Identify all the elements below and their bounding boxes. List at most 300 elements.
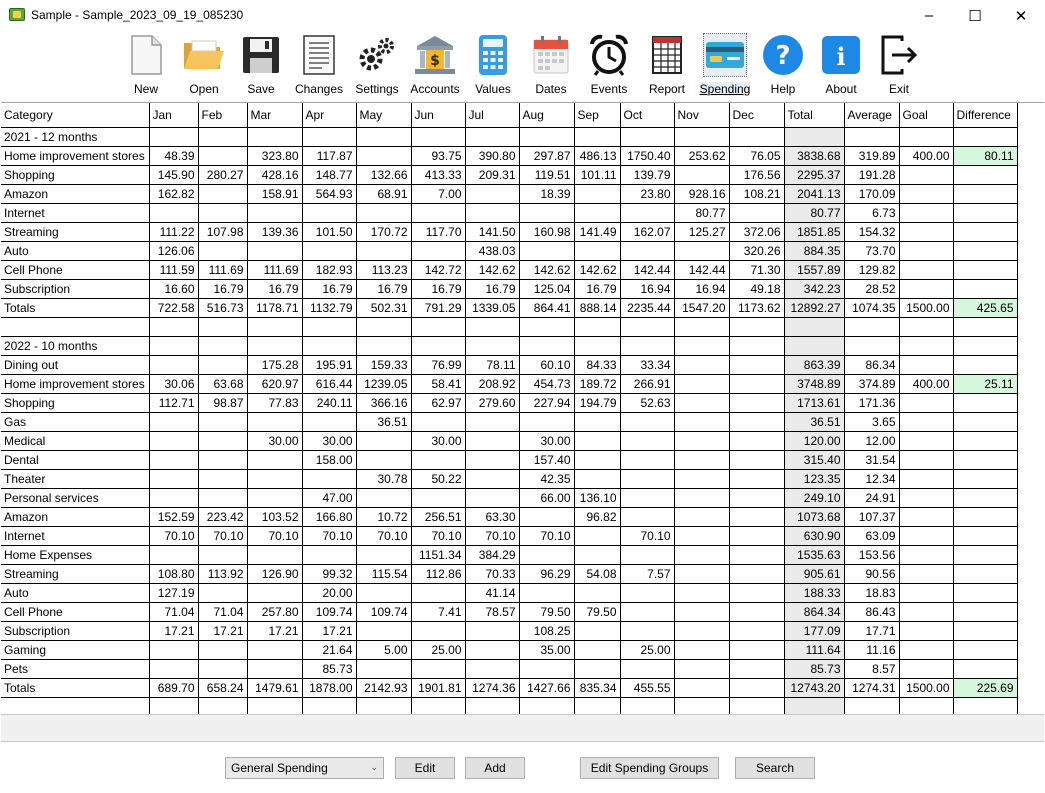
- maximize-button[interactable]: ☐: [968, 7, 982, 25]
- table-row[interactable]: [1, 393, 1017, 412]
- value-cell[interactable]: [953, 279, 1017, 298]
- value-cell[interactable]: [899, 507, 953, 526]
- value-cell[interactable]: 12.00: [844, 431, 899, 450]
- value-cell[interactable]: 884.35: [784, 241, 844, 260]
- value-cell[interactable]: [953, 526, 1017, 545]
- value-cell[interactable]: 142.44: [674, 260, 729, 279]
- value-cell[interactable]: [519, 583, 574, 602]
- value-cell[interactable]: 400.00: [899, 374, 953, 393]
- value-cell[interactable]: [149, 545, 198, 564]
- value-cell[interactable]: [198, 317, 247, 336]
- value-cell[interactable]: [953, 431, 1017, 450]
- value-cell[interactable]: [899, 355, 953, 374]
- value-cell[interactable]: 96.29: [519, 564, 574, 583]
- values-button[interactable]: [464, 31, 522, 97]
- value-cell[interactable]: [465, 697, 519, 714]
- value-cell[interactable]: 80.11: [953, 146, 1017, 165]
- value-cell[interactable]: 1557.89: [784, 260, 844, 279]
- value-cell[interactable]: 253.62: [674, 146, 729, 165]
- value-cell[interactable]: [247, 659, 302, 678]
- value-cell[interactable]: [729, 127, 784, 146]
- value-cell[interactable]: [674, 488, 729, 507]
- spending-grid[interactable]: [1, 102, 1044, 714]
- category-cell[interactable]: Internet: [1, 526, 149, 545]
- value-cell[interactable]: 54.08: [574, 564, 620, 583]
- value-cell[interactable]: 863.39: [784, 355, 844, 374]
- value-cell[interactable]: [620, 317, 674, 336]
- value-cell[interactable]: [465, 450, 519, 469]
- value-cell[interactable]: 905.61: [784, 564, 844, 583]
- value-cell[interactable]: 101.50: [302, 222, 356, 241]
- value-cell[interactable]: 126.06: [149, 241, 198, 260]
- category-cell[interactable]: Streaming: [1, 222, 149, 241]
- value-cell[interactable]: 516.73: [198, 298, 247, 317]
- value-cell[interactable]: 266.91: [620, 374, 674, 393]
- value-cell[interactable]: [953, 488, 1017, 507]
- value-cell[interactable]: [149, 431, 198, 450]
- value-cell[interactable]: [899, 640, 953, 659]
- value-cell[interactable]: [302, 697, 356, 714]
- category-cell[interactable]: Subscription: [1, 621, 149, 640]
- value-cell[interactable]: [198, 184, 247, 203]
- value-cell[interactable]: [953, 545, 1017, 564]
- value-cell[interactable]: 16.79: [302, 279, 356, 298]
- value-cell[interactable]: 66.00: [519, 488, 574, 507]
- value-cell[interactable]: [729, 469, 784, 488]
- value-cell[interactable]: [198, 640, 247, 659]
- value-cell[interactable]: 170.72: [356, 222, 411, 241]
- value-cell[interactable]: 129.82: [844, 260, 899, 279]
- value-cell[interactable]: [620, 659, 674, 678]
- value-cell[interactable]: 148.77: [302, 165, 356, 184]
- value-cell[interactable]: 84.33: [574, 355, 620, 374]
- value-cell[interactable]: [729, 697, 784, 714]
- value-cell[interactable]: [198, 488, 247, 507]
- table-row[interactable]: [1, 450, 1017, 469]
- value-cell[interactable]: [411, 203, 465, 222]
- value-cell[interactable]: 722.58: [149, 298, 198, 317]
- blank-row[interactable]: [1, 697, 1017, 714]
- value-cell[interactable]: 18.39: [519, 184, 574, 203]
- value-cell[interactable]: 120.00: [784, 431, 844, 450]
- value-cell[interactable]: [356, 146, 411, 165]
- column-header[interactable]: Jun: [411, 103, 465, 127]
- value-cell[interactable]: [198, 203, 247, 222]
- value-cell[interactable]: 1073.68: [784, 507, 844, 526]
- value-cell[interactable]: 25.11: [953, 374, 1017, 393]
- value-cell[interactable]: [899, 469, 953, 488]
- add-button[interactable]: Add: [465, 757, 525, 779]
- value-cell[interactable]: [899, 583, 953, 602]
- value-cell[interactable]: [411, 583, 465, 602]
- value-cell[interactable]: [899, 526, 953, 545]
- value-cell[interactable]: 52.63: [620, 393, 674, 412]
- value-cell[interactable]: 17.71: [844, 621, 899, 640]
- value-cell[interactable]: [674, 659, 729, 678]
- category-cell[interactable]: Medical: [1, 431, 149, 450]
- value-cell[interactable]: 35.00: [519, 640, 574, 659]
- value-cell[interactable]: [953, 241, 1017, 260]
- value-cell[interactable]: [465, 621, 519, 640]
- value-cell[interactable]: [620, 545, 674, 564]
- value-cell[interactable]: [899, 545, 953, 564]
- help-button[interactable]: [754, 31, 812, 97]
- table-row[interactable]: [1, 165, 1017, 184]
- value-cell[interactable]: [620, 621, 674, 640]
- value-cell[interactable]: 1427.66: [519, 678, 574, 697]
- value-cell[interactable]: [149, 127, 198, 146]
- value-cell[interactable]: 171.36: [844, 393, 899, 412]
- value-cell[interactable]: [620, 336, 674, 355]
- value-cell[interactable]: [784, 127, 844, 146]
- value-cell[interactable]: 139.79: [620, 165, 674, 184]
- value-cell[interactable]: [465, 203, 519, 222]
- table-row[interactable]: [1, 526, 1017, 545]
- category-cell[interactable]: [1, 317, 149, 336]
- value-cell[interactable]: [302, 203, 356, 222]
- value-cell[interactable]: 126.90: [247, 564, 302, 583]
- value-cell[interactable]: 93.75: [411, 146, 465, 165]
- value-cell[interactable]: 63.30: [465, 507, 519, 526]
- value-cell[interactable]: [247, 450, 302, 469]
- value-cell[interactable]: [899, 222, 953, 241]
- value-cell[interactable]: [519, 336, 574, 355]
- value-cell[interactable]: 28.52: [844, 279, 899, 298]
- value-cell[interactable]: [899, 336, 953, 355]
- value-cell[interactable]: [149, 450, 198, 469]
- value-cell[interactable]: 177.09: [784, 621, 844, 640]
- value-cell[interactable]: 71.30: [729, 260, 784, 279]
- value-cell[interactable]: 96.82: [574, 507, 620, 526]
- value-cell[interactable]: 384.29: [465, 545, 519, 564]
- value-cell[interactable]: [674, 697, 729, 714]
- value-cell[interactable]: 101.11: [574, 165, 620, 184]
- table-row[interactable]: [1, 146, 1017, 165]
- value-cell[interactable]: [356, 621, 411, 640]
- value-cell[interactable]: 208.92: [465, 374, 519, 393]
- value-cell[interactable]: [356, 450, 411, 469]
- value-cell[interactable]: 25.00: [620, 640, 674, 659]
- value-cell[interactable]: 342.23: [784, 279, 844, 298]
- value-cell[interactable]: [356, 241, 411, 260]
- value-cell[interactable]: 23.80: [620, 184, 674, 203]
- value-cell[interactable]: 70.10: [465, 526, 519, 545]
- value-cell[interactable]: [574, 241, 620, 260]
- value-cell[interactable]: [302, 241, 356, 260]
- value-cell[interactable]: 142.72: [411, 260, 465, 279]
- value-cell[interactable]: [247, 203, 302, 222]
- value-cell[interactable]: [953, 564, 1017, 583]
- value-cell[interactable]: 1132.79: [302, 298, 356, 317]
- value-cell[interactable]: [729, 393, 784, 412]
- value-cell[interactable]: [674, 469, 729, 488]
- category-cell[interactable]: Home improvement stores: [1, 374, 149, 393]
- value-cell[interactable]: [953, 184, 1017, 203]
- table-row[interactable]: [1, 241, 1017, 260]
- value-cell[interactable]: [465, 184, 519, 203]
- column-header[interactable]: Difference: [953, 103, 1017, 127]
- value-cell[interactable]: 33.34: [620, 355, 674, 374]
- value-cell[interactable]: [198, 412, 247, 431]
- value-cell[interactable]: [411, 317, 465, 336]
- value-cell[interactable]: [149, 336, 198, 355]
- value-cell[interactable]: 71.04: [198, 602, 247, 621]
- value-cell[interactable]: [574, 127, 620, 146]
- spending-button[interactable]: [696, 31, 754, 97]
- value-cell[interactable]: 125.27: [674, 222, 729, 241]
- value-cell[interactable]: [729, 659, 784, 678]
- value-cell[interactable]: [953, 127, 1017, 146]
- exit-button[interactable]: [870, 31, 928, 97]
- spending-group-select[interactable]: [225, 757, 384, 779]
- value-cell[interactable]: [465, 317, 519, 336]
- category-cell[interactable]: Totals: [1, 678, 149, 697]
- value-cell[interactable]: 70.10: [356, 526, 411, 545]
- value-cell[interactable]: [149, 203, 198, 222]
- value-cell[interactable]: 3838.68: [784, 146, 844, 165]
- value-cell[interactable]: 30.00: [519, 431, 574, 450]
- value-cell[interactable]: [198, 697, 247, 714]
- value-cell[interactable]: 112.86: [411, 564, 465, 583]
- value-cell[interactable]: 152.59: [149, 507, 198, 526]
- value-cell[interactable]: 119.51: [519, 165, 574, 184]
- value-cell[interactable]: [574, 583, 620, 602]
- table-row[interactable]: [1, 507, 1017, 526]
- column-header[interactable]: Average: [844, 103, 899, 127]
- value-cell[interactable]: [198, 431, 247, 450]
- value-cell[interactable]: [574, 450, 620, 469]
- value-cell[interactable]: [465, 336, 519, 355]
- value-cell[interactable]: [465, 431, 519, 450]
- value-cell[interactable]: [729, 488, 784, 507]
- value-cell[interactable]: 115.54: [356, 564, 411, 583]
- value-cell[interactable]: 5.00: [356, 640, 411, 659]
- value-cell[interactable]: 42.35: [519, 469, 574, 488]
- value-cell[interactable]: 31.54: [844, 450, 899, 469]
- category-cell[interactable]: Gaming: [1, 640, 149, 659]
- column-header[interactable]: Mar: [247, 103, 302, 127]
- value-cell[interactable]: [729, 336, 784, 355]
- value-cell[interactable]: [953, 222, 1017, 241]
- value-cell[interactable]: 1713.61: [784, 393, 844, 412]
- value-cell[interactable]: [356, 203, 411, 222]
- value-cell[interactable]: 41.14: [465, 583, 519, 602]
- value-cell[interactable]: 80.77: [784, 203, 844, 222]
- value-cell[interactable]: [899, 279, 953, 298]
- value-cell[interactable]: [519, 203, 574, 222]
- value-cell[interactable]: 486.13: [574, 146, 620, 165]
- value-cell[interactable]: [574, 317, 620, 336]
- value-cell[interactable]: [620, 602, 674, 621]
- value-cell[interactable]: 16.79: [356, 279, 411, 298]
- table-row[interactable]: [1, 431, 1017, 450]
- value-cell[interactable]: [953, 336, 1017, 355]
- value-cell[interactable]: 47.00: [302, 488, 356, 507]
- value-cell[interactable]: [674, 336, 729, 355]
- value-cell[interactable]: 117.70: [411, 222, 465, 241]
- value-cell[interactable]: [899, 431, 953, 450]
- category-cell[interactable]: Theater: [1, 469, 149, 488]
- category-cell[interactable]: Home improvement stores: [1, 146, 149, 165]
- value-cell[interactable]: 170.09: [844, 184, 899, 203]
- value-cell[interactable]: 17.21: [302, 621, 356, 640]
- value-cell[interactable]: 145.90: [149, 165, 198, 184]
- value-cell[interactable]: [247, 545, 302, 564]
- value-cell[interactable]: [149, 659, 198, 678]
- category-cell[interactable]: 2021 - 12 months: [1, 127, 149, 146]
- value-cell[interactable]: 113.23: [356, 260, 411, 279]
- value-cell[interactable]: [674, 431, 729, 450]
- value-cell[interactable]: [729, 545, 784, 564]
- value-cell[interactable]: [411, 659, 465, 678]
- value-cell[interactable]: [198, 583, 247, 602]
- value-cell[interactable]: [356, 545, 411, 564]
- value-cell[interactable]: [149, 488, 198, 507]
- category-cell[interactable]: Shopping: [1, 393, 149, 412]
- value-cell[interactable]: [356, 488, 411, 507]
- value-cell[interactable]: [465, 127, 519, 146]
- value-cell[interactable]: [674, 317, 729, 336]
- value-cell[interactable]: [899, 488, 953, 507]
- table-row[interactable]: [1, 412, 1017, 431]
- value-cell[interactable]: [411, 412, 465, 431]
- value-cell[interactable]: 70.10: [149, 526, 198, 545]
- table-row[interactable]: [1, 583, 1017, 602]
- value-cell[interactable]: [198, 469, 247, 488]
- value-cell[interactable]: 455.55: [620, 678, 674, 697]
- category-cell[interactable]: Auto: [1, 583, 149, 602]
- category-cell[interactable]: Amazon: [1, 507, 149, 526]
- value-cell[interactable]: 428.16: [247, 165, 302, 184]
- value-cell[interactable]: [729, 678, 784, 697]
- value-cell[interactable]: [953, 583, 1017, 602]
- value-cell[interactable]: 1074.35: [844, 298, 899, 317]
- value-cell[interactable]: [519, 545, 574, 564]
- column-header[interactable]: Category: [1, 103, 149, 127]
- save-button[interactable]: [232, 31, 290, 97]
- category-cell[interactable]: Pets: [1, 659, 149, 678]
- value-cell[interactable]: [411, 450, 465, 469]
- value-cell[interactable]: 7.41: [411, 602, 465, 621]
- table-row[interactable]: [1, 203, 1017, 222]
- column-header[interactable]: Jan: [149, 103, 198, 127]
- value-cell[interactable]: 60.10: [519, 355, 574, 374]
- value-cell[interactable]: 86.43: [844, 602, 899, 621]
- value-cell[interactable]: [620, 469, 674, 488]
- value-cell[interactable]: 70.10: [247, 526, 302, 545]
- value-cell[interactable]: [620, 697, 674, 714]
- column-header[interactable]: Apr: [302, 103, 356, 127]
- value-cell[interactable]: [953, 602, 1017, 621]
- table-row[interactable]: [1, 659, 1017, 678]
- value-cell[interactable]: [674, 241, 729, 260]
- value-cell[interactable]: 63.68: [198, 374, 247, 393]
- value-cell[interactable]: 1547.20: [674, 298, 729, 317]
- value-cell[interactable]: 36.51: [784, 412, 844, 431]
- value-cell[interactable]: [620, 241, 674, 260]
- value-cell[interactable]: 2041.13: [784, 184, 844, 203]
- value-cell[interactable]: 1274.36: [465, 678, 519, 697]
- dates-button[interactable]: [522, 31, 580, 97]
- table-row[interactable]: [1, 545, 1017, 564]
- minimize-button[interactable]: –: [924, 7, 934, 24]
- value-cell[interactable]: 108.80: [149, 564, 198, 583]
- category-cell[interactable]: Auto: [1, 241, 149, 260]
- value-cell[interactable]: [620, 450, 674, 469]
- value-cell[interactable]: 620.97: [247, 374, 302, 393]
- value-cell[interactable]: [953, 640, 1017, 659]
- value-cell[interactable]: 12743.20: [784, 678, 844, 697]
- value-cell[interactable]: 209.31: [465, 165, 519, 184]
- value-cell[interactable]: 162.07: [620, 222, 674, 241]
- value-cell[interactable]: [620, 431, 674, 450]
- value-cell[interactable]: 225.69: [953, 678, 1017, 697]
- value-cell[interactable]: [149, 469, 198, 488]
- value-cell[interactable]: 1878.00: [302, 678, 356, 697]
- table-row[interactable]: [1, 602, 1017, 621]
- value-cell[interactable]: 76.99: [411, 355, 465, 374]
- value-cell[interactable]: [198, 450, 247, 469]
- value-cell[interactable]: [356, 659, 411, 678]
- category-cell[interactable]: Gas: [1, 412, 149, 431]
- value-cell[interactable]: 70.10: [302, 526, 356, 545]
- value-cell[interactable]: 1178.71: [247, 298, 302, 317]
- table-row[interactable]: [1, 640, 1017, 659]
- value-cell[interactable]: [149, 640, 198, 659]
- value-cell[interactable]: 16.79: [198, 279, 247, 298]
- value-cell[interactable]: [674, 355, 729, 374]
- value-cell[interactable]: 1151.34: [411, 545, 465, 564]
- table-row[interactable]: [1, 279, 1017, 298]
- value-cell[interactable]: 160.98: [519, 222, 574, 241]
- value-cell[interactable]: 142.62: [465, 260, 519, 279]
- column-header[interactable]: Goal: [899, 103, 953, 127]
- value-cell[interactable]: 166.80: [302, 507, 356, 526]
- value-cell[interactable]: 157.40: [519, 450, 574, 469]
- value-cell[interactable]: 1851.85: [784, 222, 844, 241]
- accounts-button[interactable]: [406, 31, 464, 97]
- value-cell[interactable]: [574, 640, 620, 659]
- value-cell[interactable]: 1535.63: [784, 545, 844, 564]
- settings-button[interactable]: [348, 31, 406, 97]
- value-cell[interactable]: 658.24: [198, 678, 247, 697]
- value-cell[interactable]: 2235.44: [620, 298, 674, 317]
- value-cell[interactable]: 78.57: [465, 602, 519, 621]
- value-cell[interactable]: [465, 488, 519, 507]
- value-cell[interactable]: [302, 336, 356, 355]
- value-cell[interactable]: [198, 241, 247, 260]
- column-header[interactable]: Oct: [620, 103, 674, 127]
- value-cell[interactable]: [411, 241, 465, 260]
- value-cell[interactable]: 111.69: [198, 260, 247, 279]
- value-cell[interactable]: 70.10: [198, 526, 247, 545]
- value-cell[interactable]: 154.32: [844, 222, 899, 241]
- value-cell[interactable]: [198, 355, 247, 374]
- value-cell[interactable]: [784, 697, 844, 714]
- value-cell[interactable]: 791.29: [411, 298, 465, 317]
- value-cell[interactable]: 630.90: [784, 526, 844, 545]
- value-cell[interactable]: 85.73: [784, 659, 844, 678]
- value-cell[interactable]: 48.39: [149, 146, 198, 165]
- value-cell[interactable]: [729, 450, 784, 469]
- value-cell[interactable]: 76.05: [729, 146, 784, 165]
- value-cell[interactable]: [574, 697, 620, 714]
- value-cell[interactable]: [620, 583, 674, 602]
- value-cell[interactable]: [302, 545, 356, 564]
- value-cell[interactable]: 16.94: [674, 279, 729, 298]
- value-cell[interactable]: 11.16: [844, 640, 899, 659]
- value-cell[interactable]: [953, 260, 1017, 279]
